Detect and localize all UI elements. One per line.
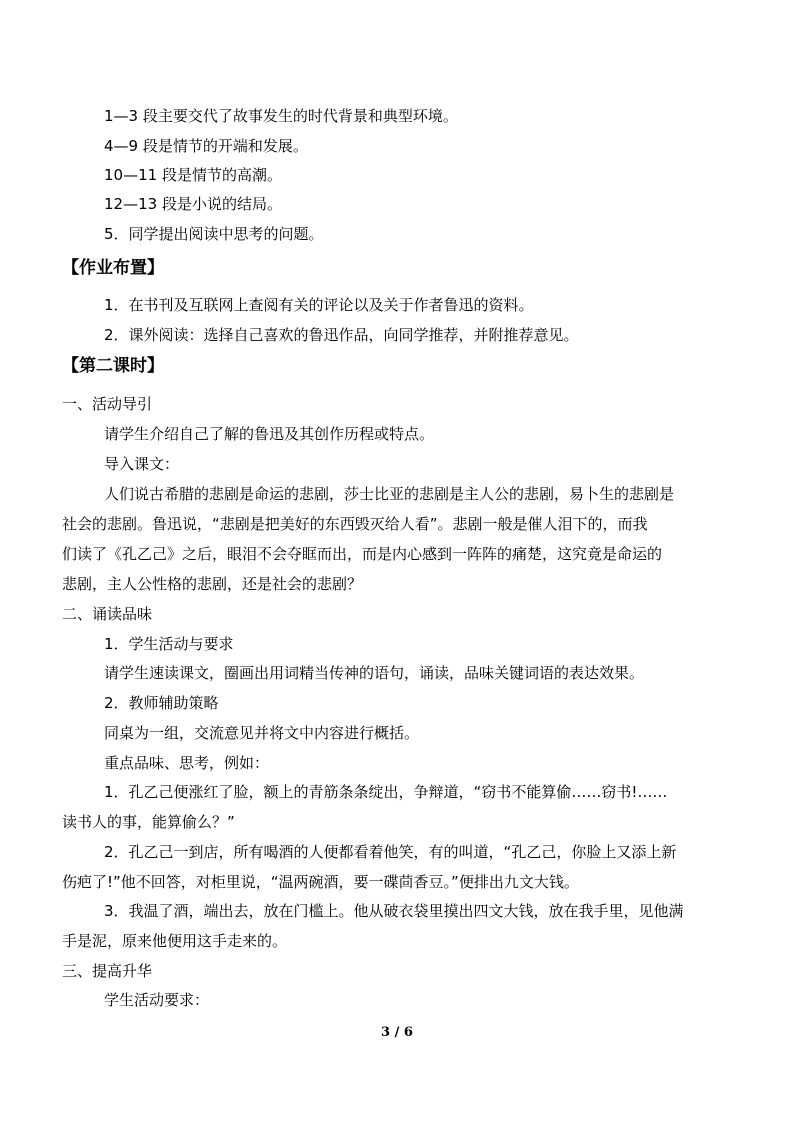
paragraph-line: 5．同学提出阅读中思考的问题。 bbox=[104, 225, 324, 243]
paragraph-line: 1．学生活动与要求 bbox=[104, 635, 234, 653]
paragraph-line: 2．孔乙己一到店，所有喝酒的人便都看着他笑，有的叫道，“孔乙己，你脸上又添上新 bbox=[104, 843, 677, 861]
paragraph-line: 3．我温了酒，端出去，放在门槛上。他从破衣袋里摸出四文大钱，放在我手里，见他满 bbox=[104, 902, 684, 920]
paragraph-line: 读书人的事，能算偷么？” bbox=[62, 813, 235, 831]
paragraph-line: 4—9 段是情节的开端和发展。 bbox=[104, 137, 308, 155]
subsection-title: 一、活动导引 bbox=[62, 395, 153, 413]
paragraph-line: 悲剧，主人公性格的悲剧，还是社会的悲剧？ bbox=[62, 575, 363, 593]
page-number: 3 / 6 bbox=[381, 1025, 413, 1040]
homework-item: 1．在书刊及互联网上查阅有关的评论以及关于作者鲁迅的资料。 bbox=[104, 296, 534, 314]
subsection-title: 三、提高升华 bbox=[62, 962, 153, 980]
paragraph-line: 请学生速读课文，圈画出用词精当传神的语句，诵读，品味关键词语的表达效果。 bbox=[104, 664, 645, 682]
paragraph-line: 手是泥，原来他便用这手走来的。 bbox=[62, 932, 288, 950]
section-heading-lesson2: 【第二课时】 bbox=[62, 356, 164, 376]
homework-item: 2．课外阅读：选择自己喜欢的鲁迅作品，向同学推荐，并附推荐意见。 bbox=[104, 326, 579, 344]
paragraph-line: 重点品味、思考，例如： bbox=[104, 754, 270, 772]
paragraph-line: 10—11 段是情节的高潮。 bbox=[104, 166, 282, 184]
subsection-title: 二、诵读品味 bbox=[62, 605, 153, 623]
paragraph-line: 1．孔乙己便涨红了脸，额上的青筋条条绽出，争辩道，“窃书不能算偷……窃书!…… bbox=[104, 783, 668, 801]
paragraph-line: 1—3 段主要交代了故事发生的时代背景和典型环境。 bbox=[104, 107, 458, 125]
paragraph-line: 们读了《孔乙己》之后，眼泪不会夺眶而出，而是内心感到一阵阵的痛楚，这究竟是命运的 bbox=[62, 545, 663, 563]
paragraph-line: 学生活动要求： bbox=[104, 991, 210, 1009]
paragraph-line: 导入课文： bbox=[104, 455, 180, 473]
paragraph-line: 请学生介绍自己了解的鲁迅及其创作历程或特点。 bbox=[104, 425, 435, 443]
paragraph-line: 同桌为一组，交流意见并将文中内容进行概括。 bbox=[104, 724, 420, 742]
paragraph-line: 2．教师辅助策略 bbox=[104, 694, 219, 712]
section-heading-homework: 【作业布置】 bbox=[62, 258, 164, 278]
paragraph-line: 12—13 段是小说的结局。 bbox=[104, 195, 282, 213]
paragraph-line: 社会的悲剧。鲁迅说，“悲剧是把美好的东西毁灭给人看”。悲剧一般是催人泪下的，而我 bbox=[62, 515, 648, 533]
paragraph-line: 人们说古希腊的悲剧是命运的悲剧，莎士比亚的悲剧是主人公的悲剧，易卜生的悲剧是 bbox=[104, 485, 675, 503]
paragraph-line: 伤疤了!”他不回答，对柜里说，“温两碗酒，要一碟茴香豆。”便排出九文大钱。 bbox=[62, 873, 579, 891]
